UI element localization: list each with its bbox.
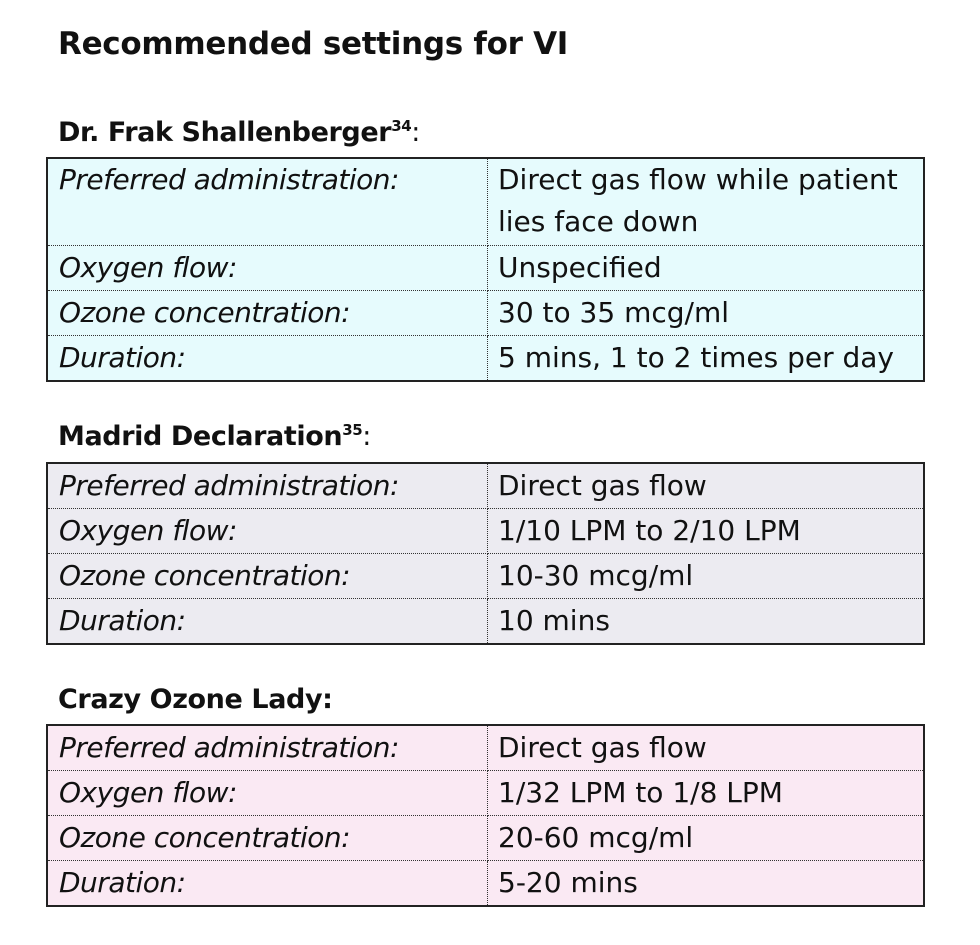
footnote-ref: 35 bbox=[342, 421, 363, 439]
row-value: Unspecified bbox=[488, 246, 925, 291]
footnote-ref: 34 bbox=[391, 117, 412, 135]
row-label: Oxygen flow: bbox=[47, 771, 488, 816]
section-heading-shallenberger bbox=[58, 117, 420, 148]
section-heading-crazy-ozone-lady bbox=[58, 684, 333, 715]
section-heading-madrid bbox=[58, 421, 371, 452]
row-value: 5 mins, 1 to 2 times per day bbox=[498, 341, 895, 374]
table-row bbox=[47, 246, 924, 291]
row-label: Preferred administration: bbox=[47, 725, 488, 771]
table-row bbox=[47, 725, 924, 771]
heading-text: Crazy Ozone Lady: bbox=[58, 684, 333, 715]
table-row bbox=[47, 599, 924, 645]
row-value: Direct gas flow bbox=[488, 725, 925, 771]
table-row bbox=[47, 816, 924, 861]
settings-table-madrid bbox=[46, 462, 925, 645]
row-label: Duration: bbox=[47, 599, 488, 645]
row-value: 10 mins bbox=[498, 604, 610, 637]
row-label: Preferred administration: bbox=[47, 158, 488, 246]
settings-table-crazy-ozone-lady bbox=[46, 724, 925, 907]
row-label: Duration: bbox=[47, 336, 488, 382]
page-title: Recommended settings for VI bbox=[58, 26, 568, 62]
table-row bbox=[47, 509, 924, 554]
row-label: Oxygen flow: bbox=[47, 246, 488, 291]
table-row bbox=[47, 771, 924, 816]
table-row bbox=[47, 291, 924, 336]
row-label: Oxygen flow: bbox=[47, 509, 488, 554]
table-row bbox=[47, 554, 924, 599]
row-label: Preferred administration: bbox=[47, 463, 488, 509]
heading-colon: : bbox=[362, 421, 371, 452]
table-row bbox=[47, 158, 924, 246]
row-label: Ozone concentration: bbox=[47, 291, 488, 336]
row-value: 5-20 mins bbox=[498, 866, 638, 899]
row-label: Ozone concentration: bbox=[47, 554, 488, 599]
table-row bbox=[47, 463, 924, 509]
table-row bbox=[47, 861, 924, 907]
row-value: 10-30 mcg/ml bbox=[488, 554, 925, 599]
row-label: Duration: bbox=[47, 861, 488, 907]
row-value: 30 to 35 mcg/ml bbox=[488, 291, 925, 336]
heading-text: Dr. Frak Shallenberger bbox=[58, 117, 392, 148]
heading-text: Madrid Declaration bbox=[58, 421, 343, 452]
row-value: 1/32 LPM to 1/8 LPM bbox=[488, 771, 925, 816]
heading-colon: : bbox=[411, 117, 420, 148]
row-value: 20-60 mcg/ml bbox=[488, 816, 925, 861]
row-value: Direct gas flow while patient lies face down bbox=[488, 158, 925, 246]
row-label: Ozone concentration: bbox=[47, 816, 488, 861]
table-row bbox=[47, 336, 924, 382]
row-value: Direct gas flow bbox=[488, 463, 925, 509]
settings-table-shallenberger bbox=[46, 157, 925, 382]
row-value: 1/10 LPM to 2/10 LPM bbox=[488, 509, 925, 554]
